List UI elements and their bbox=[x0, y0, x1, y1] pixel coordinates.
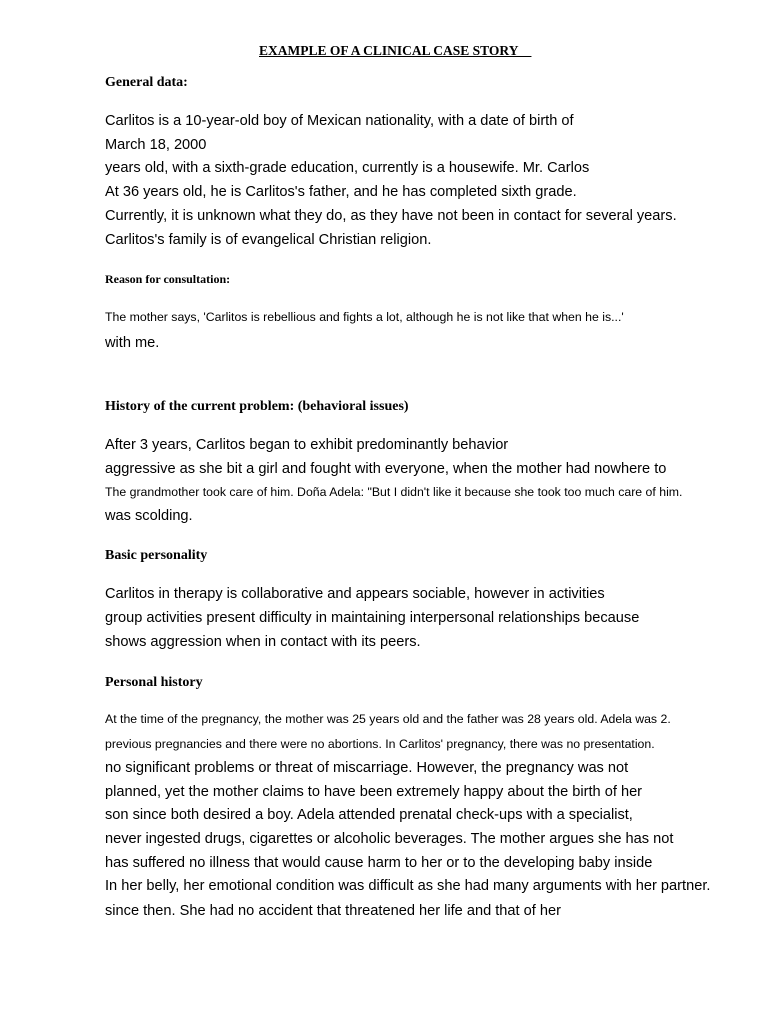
paragraph-line: with me. bbox=[105, 335, 160, 351]
paragraph-line: Currently, it is unknown what they do, as they have not been in contact for several years. bbox=[105, 208, 677, 224]
paragraph-line: At 36 years old, he is Carlitos's father, and he has completed sixth grade. bbox=[105, 184, 577, 200]
section-heading-reason-for-consultation: Reason for consultation: bbox=[105, 272, 231, 286]
paragraph-line: has suffered no illness that would cause harm to her or to the developing baby inside bbox=[105, 855, 653, 871]
section-heading-personal-history: Personal history bbox=[105, 675, 203, 690]
paragraph-line: previous pregnancies and there were no abortions. In Carlitos' pregnancy, there was no presentation. bbox=[105, 737, 655, 751]
paragraph-line: In her belly, her emotional condition was difficult as she had many arguments with her partner. bbox=[105, 878, 711, 894]
paragraph-line: March 18, 2000 bbox=[105, 137, 207, 153]
section-heading-history-current-problem: History of the current problem: (behavioral issues) bbox=[105, 399, 409, 414]
document-title: EXAMPLE OF A CLINICAL CASE STORY bbox=[259, 43, 532, 58]
paragraph-line: Carlitos is a 10-year-old boy of Mexican nationality, with a date of birth of bbox=[105, 113, 574, 129]
paragraph-line: The grandmother took care of him. Doña Adela: "But I didn't like it because she took too much care of him. bbox=[105, 485, 683, 499]
paragraph-line: years old, with a sixth-grade education, currently is a housewife. Mr. Carlos bbox=[105, 160, 590, 176]
paragraph-line: The mother says, 'Carlitos is rebellious and fights a lot, although he is not like that when he is...' bbox=[105, 310, 624, 324]
paragraph-line: shows aggression when in contact with its peers. bbox=[105, 634, 421, 650]
paragraph-line: planned, yet the mother claims to have been extremely happy about the birth of her bbox=[105, 784, 643, 800]
paragraph-line: no significant problems or threat of miscarriage. However, the pregnancy was not bbox=[105, 760, 629, 776]
paragraph-line: was scolding. bbox=[105, 508, 193, 524]
paragraph-line: since then. She had no accident that threatened her life and that of her bbox=[105, 903, 561, 919]
paragraph-line: never ingested drugs, cigarettes or alcoholic beverages. The mother argues she has not bbox=[105, 831, 674, 847]
paragraph-line: group activities present difficulty in maintaining interpersonal relationships because bbox=[105, 610, 640, 626]
paragraph-line: aggressive as she bit a girl and fought with everyone, when the mother had nowhere to bbox=[105, 461, 667, 477]
paragraph-line: son since both desired a boy. Adela attended prenatal check-ups with a specialist, bbox=[105, 807, 633, 823]
paragraph-line: Carlitos's family is of evangelical Christian religion. bbox=[105, 232, 432, 248]
section-heading-general-data: General data: bbox=[105, 75, 188, 90]
paragraph-line: Carlitos in therapy is collaborative and appears sociable, however in activities bbox=[105, 586, 605, 602]
section-heading-basic-personality: Basic personality bbox=[105, 548, 208, 563]
paragraph-line: At the time of the pregnancy, the mother was 25 years old and the father was 28 years old. Adela was 2. bbox=[105, 712, 671, 726]
paragraph-line: After 3 years, Carlitos began to exhibit predominantly behavior bbox=[105, 437, 509, 453]
